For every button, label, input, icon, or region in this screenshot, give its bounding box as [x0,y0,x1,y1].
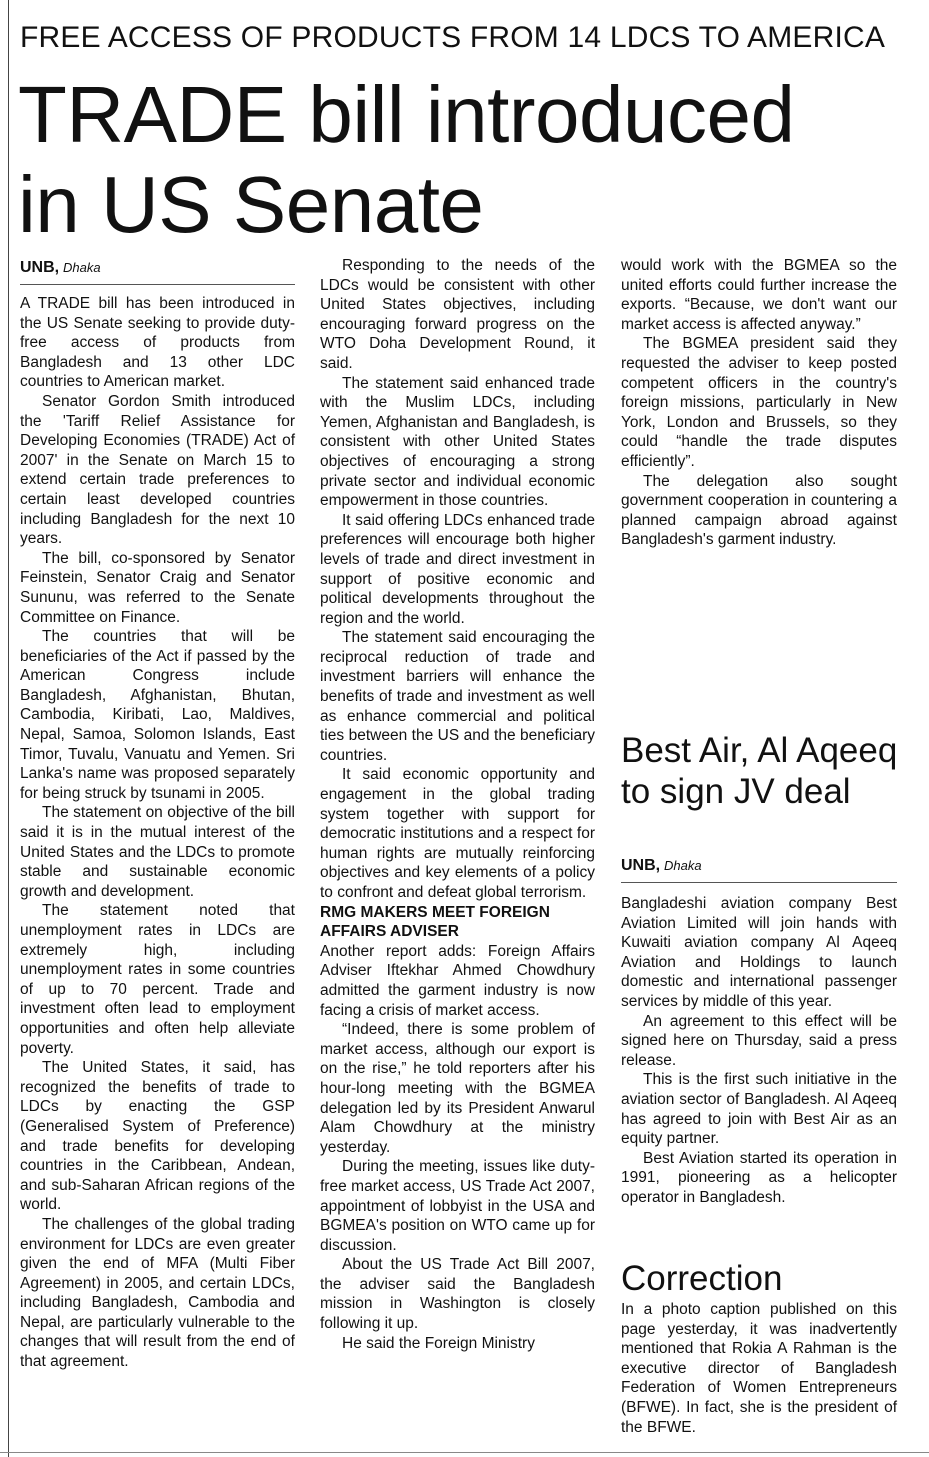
paragraph: The United States, it said, has recognized the benefits of trade to LDCs by enacting the GSP (Generalised System of Preference) and trade benefits for developing countries in the Caribbean, Andean, and sub-Saharan African regions of the world. [20,1059,295,1214]
paragraph: Bangladeshi aviation company Best Aviation Limited will join hands with Kuwaiti aviation company Al Aqeeq Aviation and Holdings to launch domestic and international passenger services by middle of this year. [621,895,897,1010]
kicker: FREE ACCESS OF PRODUCTS FROM 14 LDCS TO AMERICA [20,21,886,54]
paragraph: Senator Gordon Smith introduced the 'Tariff Relief Assistance for Developing Economies (TRADE) Act of 2007' in the Senate on March 15 to extend certain trade preferences to certain least developed countries including Bangladesh for the next 10 years. [20,392,295,548]
paragraph: In a photo caption published on this page yesterday, it was inadvertently mentioned that Rokia A Rahman is the executive director of Bangladesh Federation of Women Entrepreneurs (BFWE). In fact, she is the president of the BFWE. [621,1301,897,1436]
paragraph: The bill, co-sponsored by Senator Feinstein, Senator Craig and Senator Sununu, was referred to the Senate Committee on Finance. [20,549,295,626]
correction-body [621,1300,897,1437]
correction-headline: Correction [621,1259,783,1298]
paragraph: The BGMEA president said they requested the adviser to keep posted competent officers in the country's foreign missions, particularly in New York, London and Brussels, so they could “handle the trade disputes efficiently”. [621,335,897,470]
paragraph: The challenges of the global trading environment for LDCs are even greater given the end of MFA (Multi Fiber Agreement) in 2005, and certain LDCs, including Bangladesh, Cambodia and Nepal, are particularly vulnerable to the changes that will result from the end of that agreement. [20,1215,295,1371]
subhead: RMG MAKERS MEET FOREIGN AFFAIRS ADVISER [320,903,550,941]
paragraph: “Indeed, there is some problem of market access, although our export is on the rise,” he told reporters after his hour-long meeting with the BGMEA delegation led by its President Anwarul Alam Chowdhury at the ministry yesterday. [320,1021,595,1156]
paragraph: This is the first such initiative in the aviation sector of Bangladesh. Al Aqeeq has agreed to join with Best Air as an equity partner. [621,1071,897,1148]
byline-rule [621,882,897,883]
paragraph: The statement noted that unemployment rates in LDCs are extremely high, including unemployment rates in some countries of up to 70 percent. Trade and investment often lead to employment opportunities and often help alleviate poverty. [20,902,295,1057]
paragraph: The statement said enhanced trade with the Muslim LDCs, including Yemen, Afghanistan and Bangladesh, is consistent with other United States objectives of encouraging a strong private sector and individual economic empowerment in those countries. [320,374,595,510]
paragraph: An agreement to this effect will be signed here on Thursday, said a press release. [621,1012,897,1069]
side-story-headline: Best Air, Al Aqeeq to sign JV deal [621,731,898,811]
page-bottom-rule [0,1452,929,1453]
paragraph: The countries that will be beneficiaries of the Act if passed by the American Congress include Bangladesh, Afghanistan, Bhutan, Cambodia, Kiribati, Lao, Maldives, Nepal, Samoa, Solomon Islands, East Timor, Tuvalu, Vanuatu and Yemen. Sri Lanka's name was proposed separately for being struck by tsunami in 2005. [20,628,295,802]
byline-agency: UNB, [621,857,661,874]
paragraph: During the meeting, issues like duty-free market access, US Trade Act 2007, appointment of lobbyist in the USA and BGMEA's position on WTO came up for discussion. [320,1158,595,1254]
headline-line-2: in US Senate [18,160,484,249]
paragraph: It said offering LDCs enhanced trade preferences will encourage both higher levels of trade and direct investment in support of positive economic and political developments throughout the region and the world. [320,511,595,627]
paragraph: Best Aviation started its operation in 1991, pioneering as a helicopter operator in Bangladesh. [621,1149,897,1206]
paragraph: The delegation also sought government cooperation in countering a planned campaign abroad against Bangladesh's garment industry. [621,472,897,549]
side-story-body [621,894,897,1208]
paragraph: would work with the BGMEA so the united efforts could further increase the exports. “Because, we don't want our market access is affected anyway.” [621,257,897,333]
column-rule [8,0,9,1457]
paragraph: Responding to the needs of the LDCs would be consistent with other United States objectives, including encouraging forward progress on the WTO Doha Development Round, it said. [320,257,595,372]
side-story-byline [621,856,702,875]
main-story-column-3 [621,256,897,550]
paragraph: He said the Foreign Ministry [342,1334,535,1352]
main-story-column-2 [320,256,595,1353]
paragraph: The statement on objective of the bill said it is in the mutual interest of the United States and the LDCs to promote stable and sustainable economic growth and development. [20,804,295,900]
main-byline [20,258,101,277]
byline-agency: UNB, [20,259,60,276]
headline-line-1: TRADE bill introduced [18,70,795,159]
paragraph: A TRADE bill has been introduced in the US Senate seeking to provide duty-free access of products from Bangladesh and 13 other LDC countries to American market. [20,295,295,391]
paragraph: Another report adds: Foreign Affairs Adviser Iftekhar Ahmed Chowdhury admitted the garment industry is now facing a crisis of market access. [320,942,595,1019]
paragraph: About the US Trade Act Bill 2007, the adviser said the Bangladesh mission in Washington is closely following it up. [320,1256,595,1333]
main-headline [18,70,908,250]
main-story-column-1 [20,294,295,1372]
paragraph: It said economic opportunity and engagement in the global trading system together with support for democratic institutions and a respect for human rights are mutually reinforcing objectives and key elements of a policy to confront and defeat global terrorism. [320,766,595,901]
paragraph: The statement said encouraging the reciprocal reduction of trade and investment barriers will enhance the benefits of trade and investment as well as enhance commercial and political ties between the US and the beneficiary countries. [320,629,595,764]
byline-place: Dhaka [664,858,702,873]
byline-rule [20,284,295,285]
byline-place: Dhaka [63,260,101,275]
